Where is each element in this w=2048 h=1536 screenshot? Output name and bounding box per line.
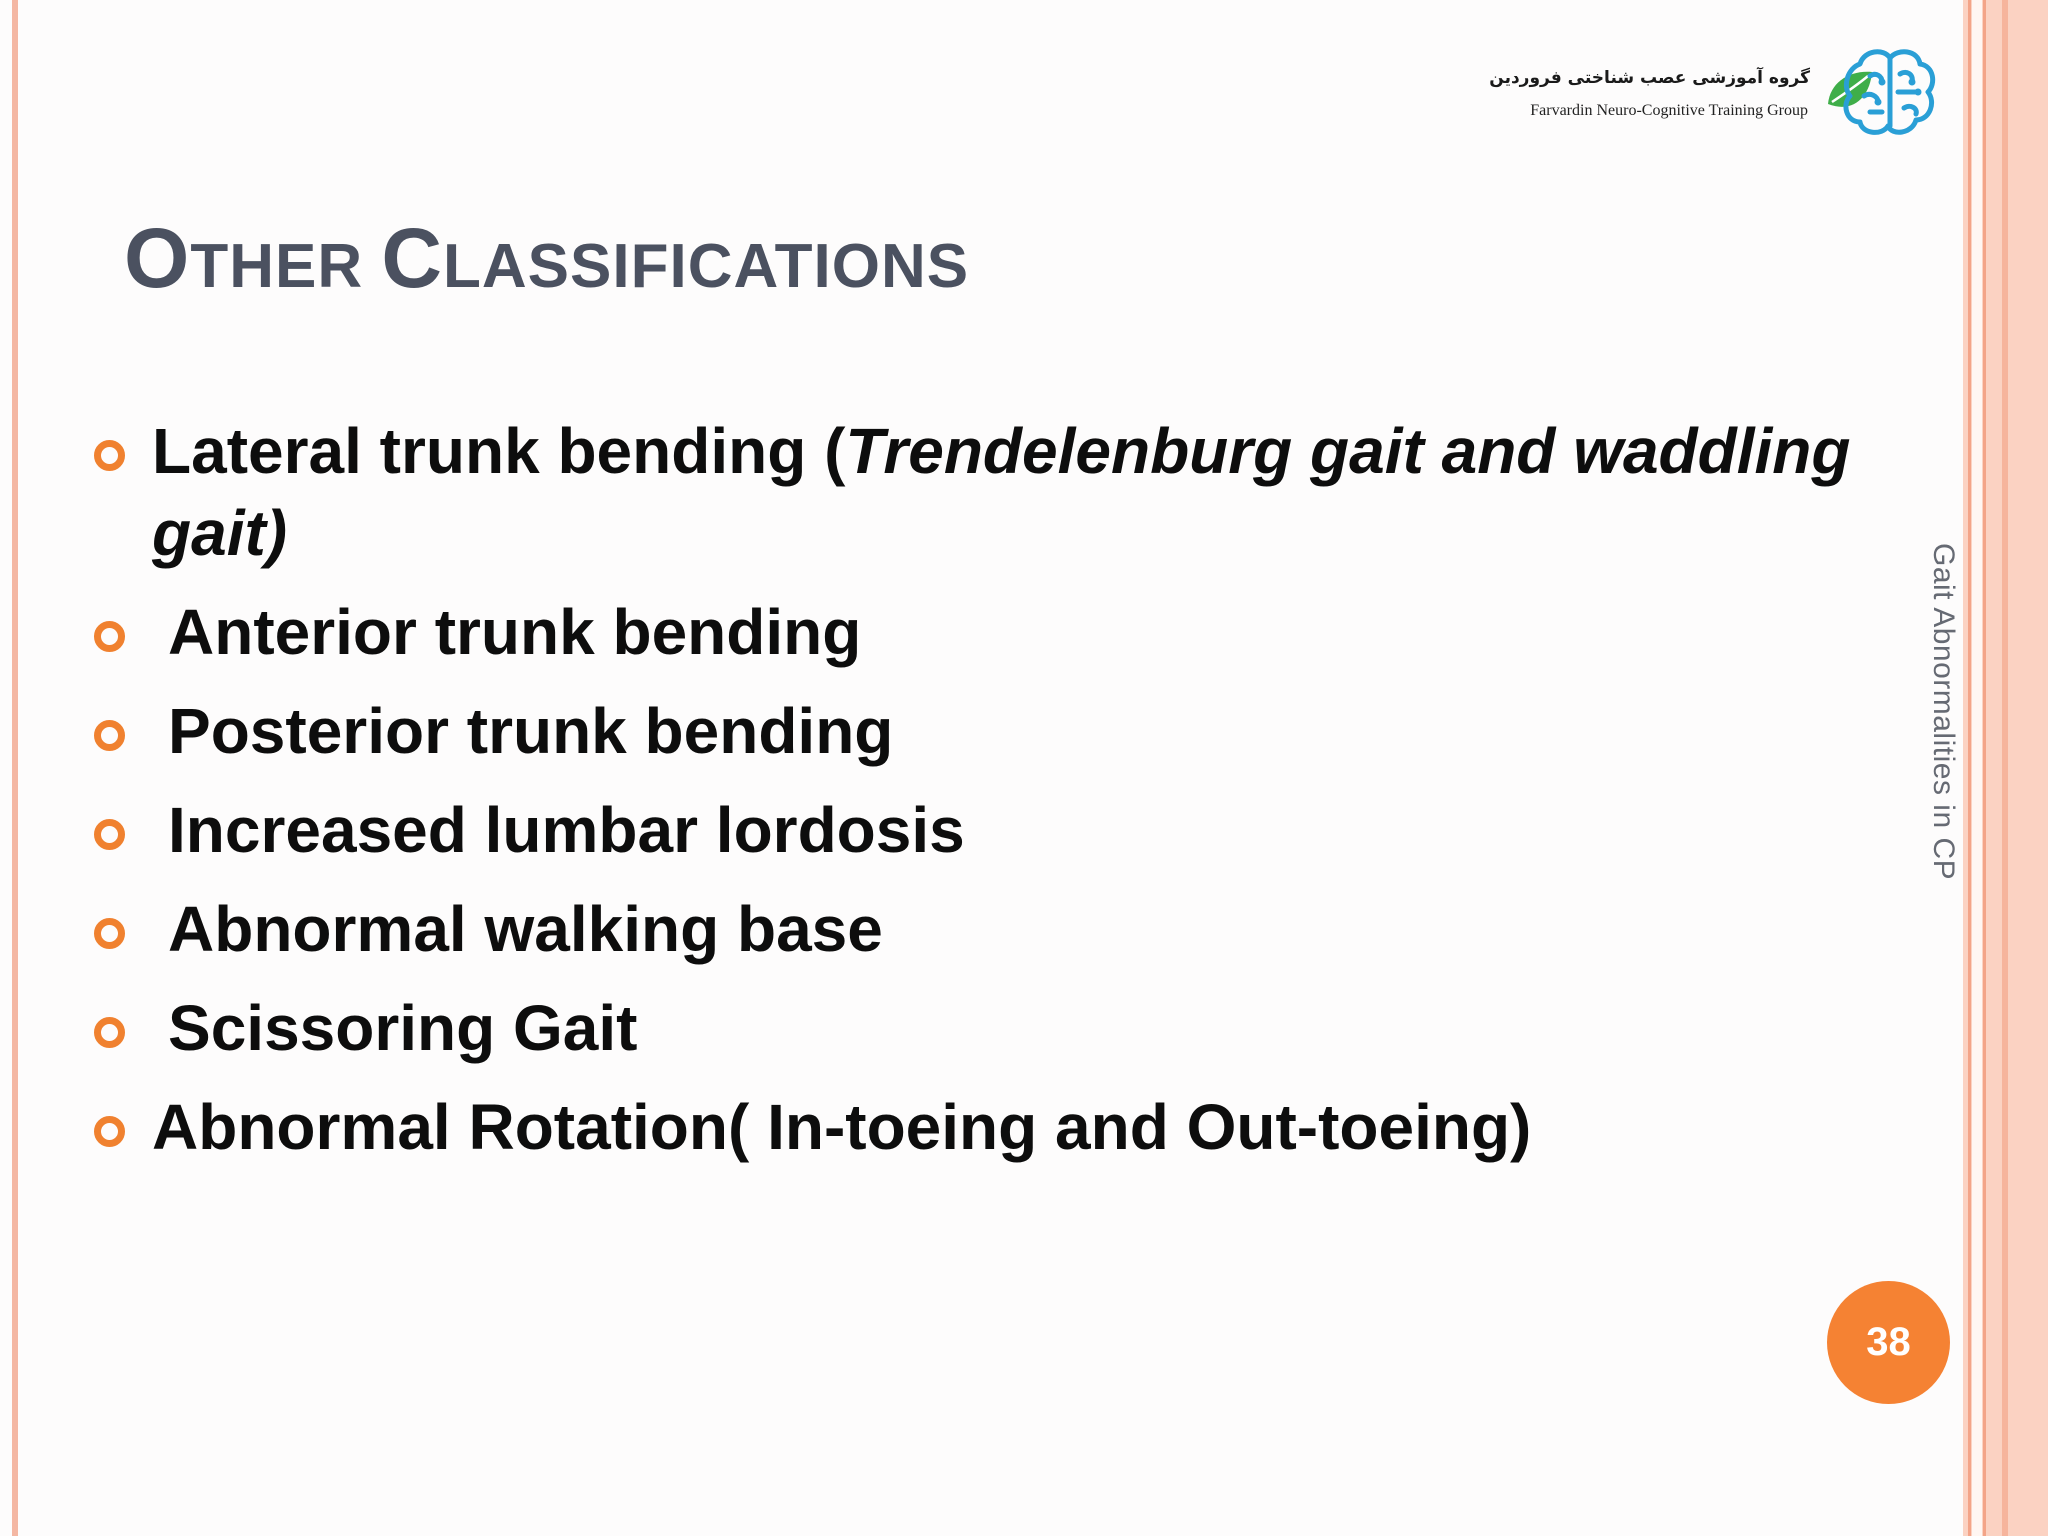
bullet-circle-icon (94, 819, 125, 850)
bullet-text: Posterior trunk bending (168, 695, 894, 767)
left-border-rule (12, 0, 18, 1536)
right-border-stripe (1972, 0, 1982, 1536)
bullet-text: Scissoring Gait (168, 992, 638, 1064)
bullet-circle-icon (94, 918, 125, 949)
bullet-list (90, 410, 1970, 1185)
right-border-line (2002, 0, 2008, 1536)
logo-name-persian: گروه آموزشی عصب شناختی فروردین (1489, 68, 1810, 88)
list-item (90, 789, 1970, 871)
title-initial: C (381, 211, 444, 305)
title-initial: O (124, 211, 191, 305)
list-item (90, 591, 1970, 673)
bullet-circle-icon (94, 440, 125, 471)
page-number-badge: 38 (1827, 1281, 1950, 1404)
bullet-circle-icon (94, 1017, 125, 1048)
title-word-rest: LASSIFICATIONS (443, 232, 970, 301)
list-item (90, 987, 1970, 1069)
logo-name-english: Farvardin Neuro-Cognitive Training Group (1530, 102, 1808, 119)
list-item (90, 410, 2002, 574)
bullet-text: Abnormal Rotation( In-toeing and Out-toeing) (152, 1091, 1532, 1163)
right-border-line (1983, 0, 1986, 1536)
logo (1489, 40, 1940, 140)
brain-leaf-icon (1820, 42, 1940, 142)
list-item (90, 888, 1970, 970)
list-item (90, 690, 1970, 772)
bullet-circle-icon (94, 621, 125, 652)
bullet-circle-icon (94, 720, 125, 751)
list-item (90, 1086, 1970, 1168)
bullet-text-italic: Trendelenburg gait and waddling gait) (152, 415, 1851, 569)
title-word-rest: THER (190, 232, 364, 301)
slide-title (124, 210, 969, 307)
bullet-circle-icon (94, 1116, 125, 1147)
vertical-footer-text: Gait Abnormalities in CP (1927, 543, 1960, 881)
bullet-text: Increased lumbar lordosis (168, 794, 965, 866)
bullet-text: Lateral trunk bending ( (152, 415, 846, 487)
bullet-text: Anterior trunk bending (168, 596, 862, 668)
bullet-text: Abnormal walking base (168, 893, 883, 965)
